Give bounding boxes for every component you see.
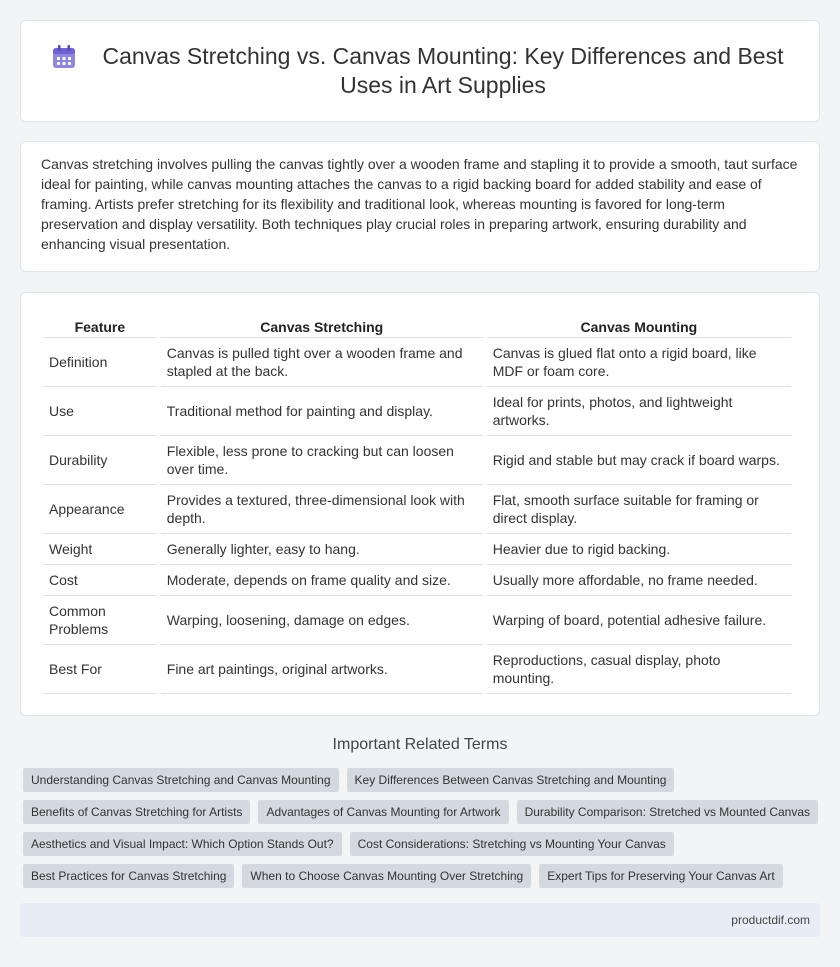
page-title: Canvas Stretching vs. Canvas Mounting: Key Differences and Best Uses in Art Supplies <box>102 43 784 98</box>
comparison-table <box>39 313 795 694</box>
table-row <box>43 387 791 436</box>
related-terms-title: Important Related Terms <box>332 736 508 753</box>
row-mounting-value: Reproductions, casual display, photo mounting. <box>487 645 791 694</box>
row-stretching-value: Canvas is pulled tight over a wooden frame and stapled at the back. <box>161 338 483 387</box>
row-mounting-value: Heavier due to rigid backing. <box>487 534 791 565</box>
row-mounting-value: Rigid and stable but may crack if board warps. <box>487 436 791 485</box>
row-stretching-value: Warping, loosening, damage on edges. <box>161 596 483 645</box>
table-row <box>43 338 791 387</box>
related-term-tag[interactable]: Understanding Canvas Stretching and Canvas Mounting <box>23 768 339 792</box>
footer-site-link[interactable]: productdif.com <box>731 913 810 927</box>
row-feature: Cost <box>43 565 157 596</box>
row-stretching-value: Fine art paintings, original artworks. <box>161 645 483 694</box>
related-term-tag[interactable]: Aesthetics and Visual Impact: Which Option Stands Out? <box>23 832 342 856</box>
related-term-tag[interactable]: Durability Comparison: Stretched vs Mounted Canvas <box>517 800 818 824</box>
footer <box>20 903 820 937</box>
related-term-tag[interactable]: Cost Considerations: Stretching vs Mounting Your Canvas <box>350 832 674 856</box>
row-stretching-value: Traditional method for painting and display. <box>161 387 483 436</box>
row-stretching-value: Flexible, less prone to cracking but can loosen over time. <box>161 436 483 485</box>
table-row <box>43 596 791 645</box>
related-term-tag[interactable]: Benefits of Canvas Stretching for Artists <box>23 800 250 824</box>
column-header-mounting: Canvas Mounting <box>487 313 791 338</box>
row-feature: Weight <box>43 534 157 565</box>
row-mounting-value: Canvas is glued flat onto a rigid board, like MDF or foam core. <box>487 338 791 387</box>
row-feature: Best For <box>43 645 157 694</box>
table-row <box>43 565 791 596</box>
row-stretching-value: Generally lighter, easy to hang. <box>161 534 483 565</box>
row-mounting-value: Usually more affordable, no frame needed. <box>487 565 791 596</box>
related-term-tag[interactable]: Advantages of Canvas Mounting for Artwork <box>258 800 508 824</box>
comparison-table-card <box>20 292 820 716</box>
intro-card <box>20 141 820 272</box>
column-header-stretching: Canvas Stretching <box>161 313 483 338</box>
row-mounting-value: Ideal for prints, photos, and lightweight artworks. <box>487 387 791 436</box>
table-row <box>43 534 791 565</box>
table-row <box>43 485 791 534</box>
row-feature: Durability <box>43 436 157 485</box>
row-feature: Definition <box>43 338 157 387</box>
header-card <box>20 20 820 122</box>
related-term-tag[interactable]: Key Differences Between Canvas Stretching and Mounting <box>347 768 675 792</box>
table-header-row <box>43 313 791 338</box>
table-row <box>43 436 791 485</box>
row-feature: Appearance <box>43 485 157 534</box>
intro-paragraph: Canvas stretching involves pulling the canvas tightly over a wooden frame and stapling it to provide a smooth, taut surface ideal for painting, while canvas mounting attaches the canvas to a rigid backing board for added stability and ease of framing. Artists prefer stretching for its flexibility and traditional look, whereas mounting is favored for long-term preservation and display versatility. Both techniques play crucial roles in preparing artwork, ensuring durability and enhancing visual presentation. <box>41 156 798 252</box>
row-feature: Use <box>43 387 157 436</box>
row-mounting-value: Flat, smooth surface suitable for framing or direct display. <box>487 485 791 534</box>
row-feature: Common Problems <box>43 596 157 645</box>
related-term-tag[interactable]: Expert Tips for Preserving Your Canvas Art <box>539 864 782 888</box>
related-term-tag[interactable]: Best Practices for Canvas Stretching <box>23 864 234 888</box>
related-terms-list <box>23 768 823 888</box>
related-term-tag[interactable]: When to Choose Canvas Mounting Over Stretching <box>242 864 531 888</box>
calendar-icon <box>51 44 77 70</box>
row-stretching-value: Provides a textured, three-dimensional look with depth. <box>161 485 483 534</box>
row-stretching-value: Moderate, depends on frame quality and size. <box>161 565 483 596</box>
table-row <box>43 645 791 694</box>
row-mounting-value: Warping of board, potential adhesive failure. <box>487 596 791 645</box>
column-header-feature: Feature <box>43 313 157 338</box>
